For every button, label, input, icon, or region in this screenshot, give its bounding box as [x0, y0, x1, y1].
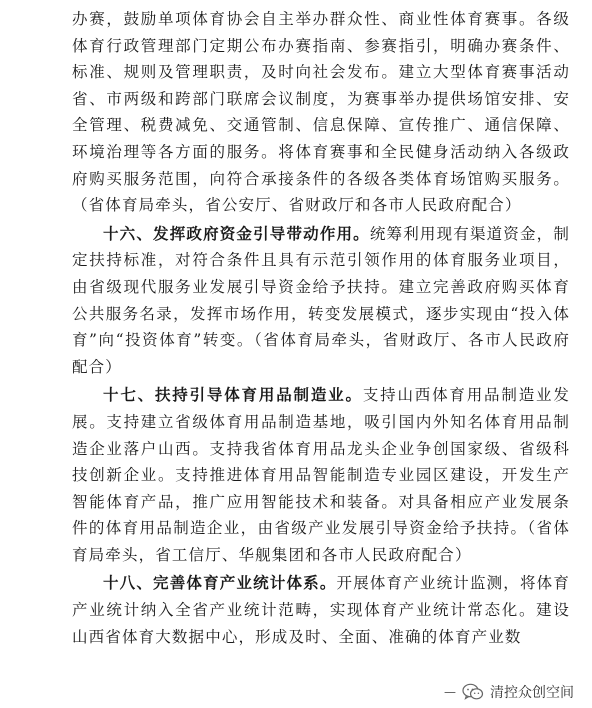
- paragraph-17-text: 支持山西体育用品制造业发展。支持建立省级体育用品制造基地，吸引国内外知名体育用品制造企业落户山西。支持我省体育用品龙头企业争创国家级、省级科技创新企业。支持推进体育用品智能制造专业园区建设，开发生产智能体育产品，推广应用智能技术和装备。对具备相应产业发展条件的体育用品制造企业，由省级产业发展引导资金给予扶持。（省体育局牵头，省工信厅、华舰集团和各市人民政府配合）: [72, 386, 570, 564]
- paragraph-18: [72, 570, 570, 650]
- paragraph-18-text: 开展体育产业统计监测，将体育产业统计纳入全省产业统计范畴，实现体育产业统计常态化。建设山西省体育大数据中心，形成及时、全面、准确的体育产业数: [72, 574, 570, 646]
- paragraph-17: [72, 382, 570, 568]
- paragraph-1: [72, 6, 570, 219]
- paragraph-18-heading: 十八、完善体育产业统计体系。: [103, 574, 337, 593]
- paragraph-16: [72, 221, 570, 381]
- watermark-dash: —: [444, 685, 456, 699]
- paragraph-1-text: 办赛，鼓励单项体育协会自主举办群众性、商业性体育赛事。各级体育行政管理部门定期公布办赛指南、参赛指引，明确办赛条件、标准、规则及管理职责，及时向社会发布。建立大型体育赛事活动省、市两级和跨部门联席会议制度，为赛事举办提供场馆安排、安全管理、税费减免、交通管制、信息保障、宣传推广、通信保障、环境治理等各方面的服务。将体育赛事和全民健身活动纳入各级政府购买服务范围，向符合承接条件的各级各类体育场馆购买服务。（省体育局牵头，省公安厅、省财政厅和各市人民政府配合）: [72, 10, 570, 215]
- watermark: [440, 680, 578, 704]
- wechat-icon: [462, 683, 484, 701]
- paragraph-17-heading: 十七、扶持引导体育用品制造业。: [103, 386, 363, 405]
- paragraph-16-heading: 十六、发挥政府资金引导带动作用。: [103, 224, 370, 243]
- paragraph-16-text: 统筹利用现有渠道资金，制定扶持标准，对符合条件且具有示范引领作用的体育服务业项目，由省级现代服务业发展引导资金给予扶持。建立完善政府购买体育公共服务名录，发挥市场作用，转变发展模式，逐步实现由“投入体育”向“投资体育”转变。（省体育局牵头，省财政厅、各市人民政府配合）: [72, 224, 570, 376]
- watermark-text: 清控众创空间: [490, 685, 574, 701]
